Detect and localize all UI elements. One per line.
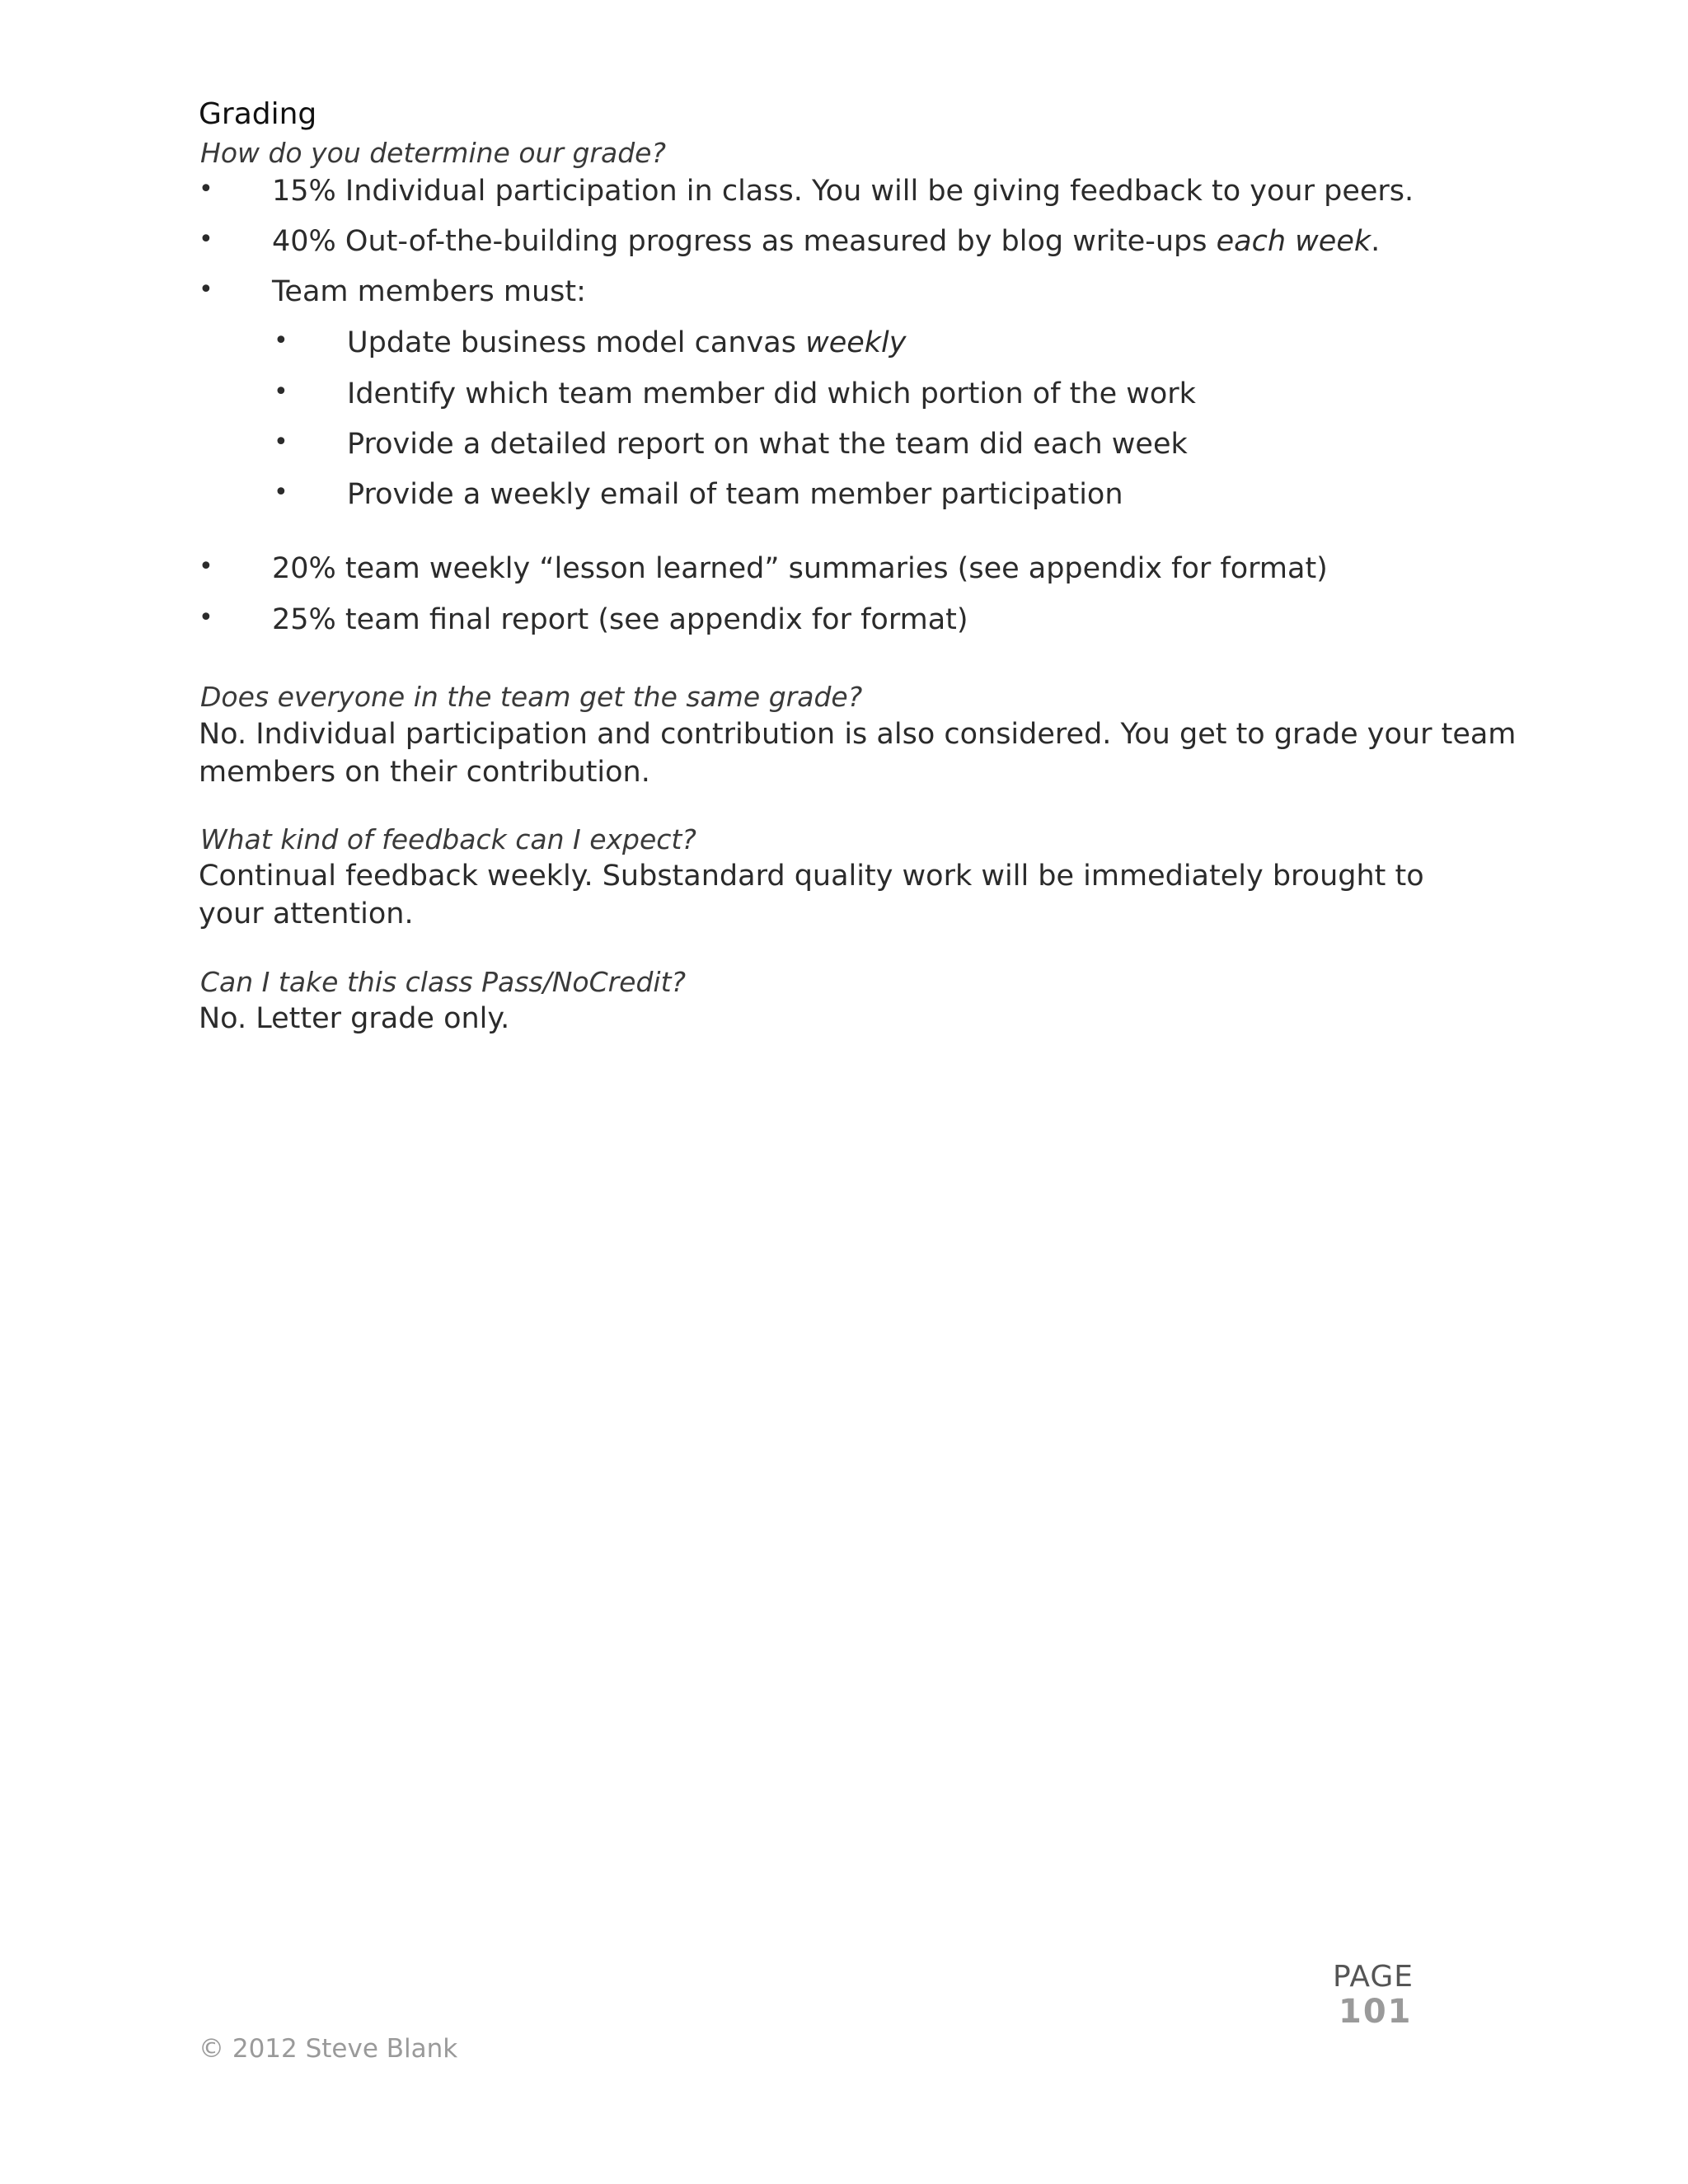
bullet-text (347, 326, 906, 359)
question-feedback: What kind of feedback can I expect? (200, 823, 696, 855)
answer-pass-nocredit: No. Letter grade only. (199, 1002, 510, 1035)
bullet-text: Provide a detailed report on what the team did each week (347, 428, 1188, 461)
answer-line: Continual feedback weekly. Substandard quality work will be immediately brought to (199, 860, 1424, 893)
bullet-icon: • (199, 175, 213, 204)
bullet-text (272, 225, 1380, 258)
bullet-icon: • (274, 428, 288, 457)
bullet-text-emphasis: each week (1216, 225, 1372, 258)
page-label: PAGE (1333, 1960, 1414, 1994)
bullet-text: 25% team final report (see appendix for format) (272, 603, 968, 636)
bullet-text: Team members must: (272, 275, 586, 308)
bullet-icon: • (199, 225, 213, 254)
question-same-grade: Does everyone in the team get the same grade? (200, 681, 863, 713)
answer-line: members on their contribution. (199, 756, 650, 789)
bullet-text-emphasis: weekly (805, 326, 907, 359)
bullet-icon: • (199, 552, 213, 581)
answer-line: your attention. (199, 898, 414, 930)
bullet-icon: • (274, 377, 288, 406)
bullet-text-period: . (1371, 225, 1381, 258)
copyright-notice: © 2012 Steve Blank (199, 2034, 458, 2064)
answer-same-grade (199, 715, 1516, 791)
answer-feedback (199, 857, 1424, 933)
question-grade: How do you determine our grade? (200, 137, 666, 169)
bullet-text-plain: 40% Out-of-the-building progress as measured by blog write-ups (272, 225, 1217, 258)
bullet-text-plain: Update business model canvas (347, 326, 806, 359)
bullet-text: 15% Individual participation in class. You will be giving feedback to your peers. (272, 175, 1414, 208)
section-heading: Grading (199, 97, 317, 131)
answer-line: No. Individual participation and contribution is also considered. You get to grade your team (199, 718, 1517, 751)
bullet-text: 20% team weekly “lesson learned” summaries (see appendix for format) (272, 552, 1328, 585)
question-pass-nocredit: Can I take this class Pass/NoCredit? (200, 966, 687, 998)
bullet-icon: • (199, 275, 213, 304)
bullet-icon: • (199, 603, 213, 632)
bullet-text: Identify which team member did which portion of the work (347, 377, 1196, 410)
bullet-text: Provide a weekly email of team member participation (347, 478, 1123, 511)
page-number: 101 (1339, 1993, 1413, 2031)
bullet-icon: • (274, 478, 288, 507)
bullet-icon: • (274, 326, 288, 355)
